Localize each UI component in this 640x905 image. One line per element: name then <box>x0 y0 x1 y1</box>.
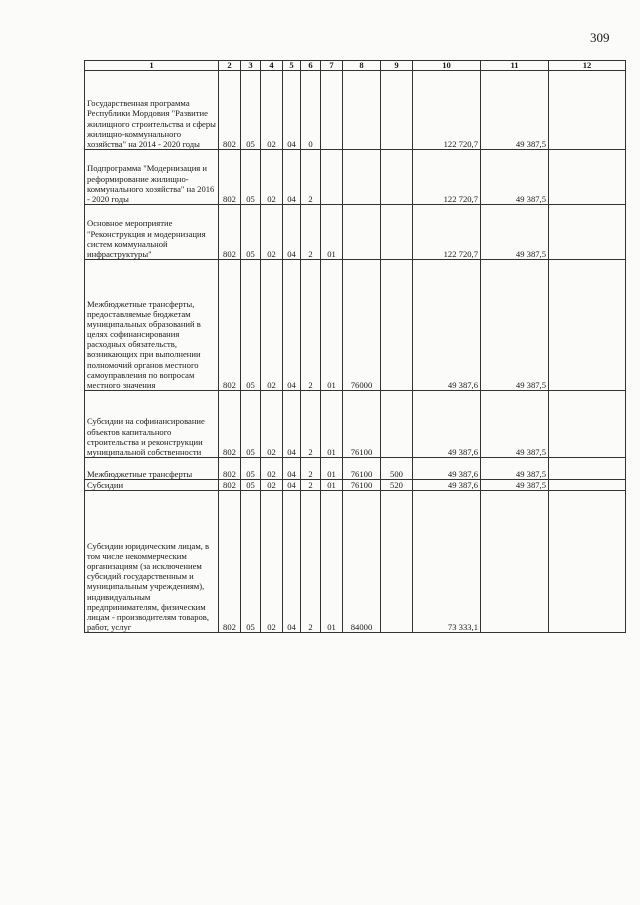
cell-c6: 2 <box>301 480 321 491</box>
cell-c12 <box>549 480 626 491</box>
cell-c3: 05 <box>241 150 261 205</box>
header-cell: 1 <box>85 61 219 71</box>
table-header-row <box>85 61 626 71</box>
cell-c11: 49 387,5 <box>481 458 549 480</box>
header-cell: 11 <box>481 61 549 71</box>
cell-c10: 49 387,6 <box>413 260 481 391</box>
cell-c6: 2 <box>301 260 321 391</box>
cell-c6: 2 <box>301 491 321 633</box>
cell-c8: 76100 <box>343 480 381 491</box>
cell-c11: 49 387,5 <box>481 150 549 205</box>
cell-c2: 802 <box>219 491 241 633</box>
header-cell: 8 <box>343 61 381 71</box>
cell-c5: 04 <box>283 391 301 458</box>
row-name: Субсидии юридическим лицам, в том числе некоммерческим организациям (за исключением субсидий государственным и муниципальным учреждениям), индивидуальным предпринимателям, физическим лицам - производителям товаров, работ, услуг <box>85 491 219 633</box>
header-cell: 12 <box>549 61 626 71</box>
header-cell: 5 <box>283 61 301 71</box>
header-cell: 2 <box>219 61 241 71</box>
header-cell: 6 <box>301 61 321 71</box>
table-row <box>85 480 626 491</box>
cell-c8 <box>343 205 381 260</box>
cell-c5: 04 <box>283 480 301 491</box>
row-name: Основное мероприятие "Реконструкция и модернизация систем коммунальной инфраструктуры" <box>85 205 219 260</box>
cell-c10: 73 333,1 <box>413 491 481 633</box>
cell-c10: 49 387,6 <box>413 391 481 458</box>
page-number: 309 <box>590 30 610 45</box>
cell-c6: 0 <box>301 71 321 150</box>
cell-c9: 520 <box>381 480 413 491</box>
cell-c8: 76100 <box>343 391 381 458</box>
cell-c2: 802 <box>219 205 241 260</box>
table-row <box>85 260 626 391</box>
cell-c2: 802 <box>219 391 241 458</box>
cell-c11: 49 387,5 <box>481 71 549 150</box>
cell-c3: 05 <box>241 260 261 391</box>
cell-c3: 05 <box>241 458 261 480</box>
cell-c2: 802 <box>219 458 241 480</box>
cell-c2: 802 <box>219 260 241 391</box>
cell-c8: 84000 <box>343 491 381 633</box>
cell-c4: 02 <box>261 480 283 491</box>
cell-c7 <box>321 150 343 205</box>
cell-c4: 02 <box>261 71 283 150</box>
table-row <box>85 205 626 260</box>
table-row <box>85 391 626 458</box>
cell-c5: 04 <box>283 260 301 391</box>
header-cell: 3 <box>241 61 261 71</box>
cell-c5: 04 <box>283 491 301 633</box>
cell-c7: 01 <box>321 205 343 260</box>
cell-c11: 49 387,5 <box>481 391 549 458</box>
cell-c9 <box>381 205 413 260</box>
cell-c4: 02 <box>261 491 283 633</box>
cell-c6: 2 <box>301 150 321 205</box>
cell-c12 <box>549 205 626 260</box>
row-name: Межбюджетные трансферты <box>85 458 219 480</box>
cell-c3: 05 <box>241 391 261 458</box>
cell-c11: 49 387,5 <box>481 260 549 391</box>
cell-c2: 802 <box>219 150 241 205</box>
table-row <box>85 71 626 150</box>
row-name: Подпрограмма "Модернизация и реформирование жилищно-коммунального хозяйства" на 2016 - 2020 годы <box>85 150 219 205</box>
cell-c9 <box>381 71 413 150</box>
cell-c8 <box>343 71 381 150</box>
cell-c8 <box>343 150 381 205</box>
header-cell: 9 <box>381 61 413 71</box>
cell-c9: 500 <box>381 458 413 480</box>
cell-c5: 04 <box>283 205 301 260</box>
cell-c9 <box>381 391 413 458</box>
cell-c10: 49 387,6 <box>413 458 481 480</box>
cell-c6: 2 <box>301 391 321 458</box>
cell-c2: 802 <box>219 480 241 491</box>
cell-c8: 76100 <box>343 458 381 480</box>
cell-c4: 02 <box>261 260 283 391</box>
cell-c2: 802 <box>219 71 241 150</box>
cell-c8: 76000 <box>343 260 381 391</box>
cell-c7: 01 <box>321 391 343 458</box>
cell-c5: 04 <box>283 150 301 205</box>
cell-c10: 49 387,6 <box>413 480 481 491</box>
row-name: Субсидии <box>85 480 219 491</box>
cell-c9 <box>381 260 413 391</box>
cell-c4: 02 <box>261 150 283 205</box>
cell-c3: 05 <box>241 491 261 633</box>
header-cell: 10 <box>413 61 481 71</box>
cell-c3: 05 <box>241 480 261 491</box>
header-cell: 4 <box>261 61 283 71</box>
cell-c6: 2 <box>301 205 321 260</box>
row-name: Субсидии на софинансирование объектов капитального строительства и реконструкции муниципальной собственности <box>85 391 219 458</box>
cell-c3: 05 <box>241 205 261 260</box>
cell-c4: 02 <box>261 458 283 480</box>
cell-c10: 122 720,7 <box>413 205 481 260</box>
cell-c5: 04 <box>283 71 301 150</box>
cell-c12 <box>549 391 626 458</box>
cell-c7: 01 <box>321 260 343 391</box>
cell-c12 <box>549 458 626 480</box>
cell-c12 <box>549 71 626 150</box>
cell-c9 <box>381 150 413 205</box>
cell-c7: 01 <box>321 491 343 633</box>
cell-c11: 49 387,5 <box>481 480 549 491</box>
cell-c12 <box>549 260 626 391</box>
table-row <box>85 458 626 480</box>
cell-c7: 01 <box>321 480 343 491</box>
table-row <box>85 150 626 205</box>
row-name: Межбюджетные трансферты, предоставляемые бюджетам муниципальных образований в целях софинансирования расходных обязательств, возникающих при выполнении полномочий органов местного самоуправления по вопросам местного значения <box>85 260 219 391</box>
cell-c3: 05 <box>241 71 261 150</box>
cell-c12 <box>549 150 626 205</box>
cell-c11: 49 387,5 <box>481 205 549 260</box>
cell-c9 <box>381 491 413 633</box>
cell-c11 <box>481 491 549 633</box>
cell-c4: 02 <box>261 205 283 260</box>
cell-c12 <box>549 491 626 633</box>
cell-c10: 122 720,7 <box>413 150 481 205</box>
table-row <box>85 491 626 633</box>
cell-c6: 2 <box>301 458 321 480</box>
cell-c5: 04 <box>283 458 301 480</box>
budget-table <box>84 60 626 633</box>
cell-c10: 122 720,7 <box>413 71 481 150</box>
cell-c4: 02 <box>261 391 283 458</box>
header-cell: 7 <box>321 61 343 71</box>
cell-c7: 01 <box>321 458 343 480</box>
cell-c7 <box>321 71 343 150</box>
row-name: Государственная программа Республики Мордовия "Развитие жилищного строительства и сферы жилищно-коммунального хозяйства" на 2014 - 2020 годы <box>85 71 219 150</box>
